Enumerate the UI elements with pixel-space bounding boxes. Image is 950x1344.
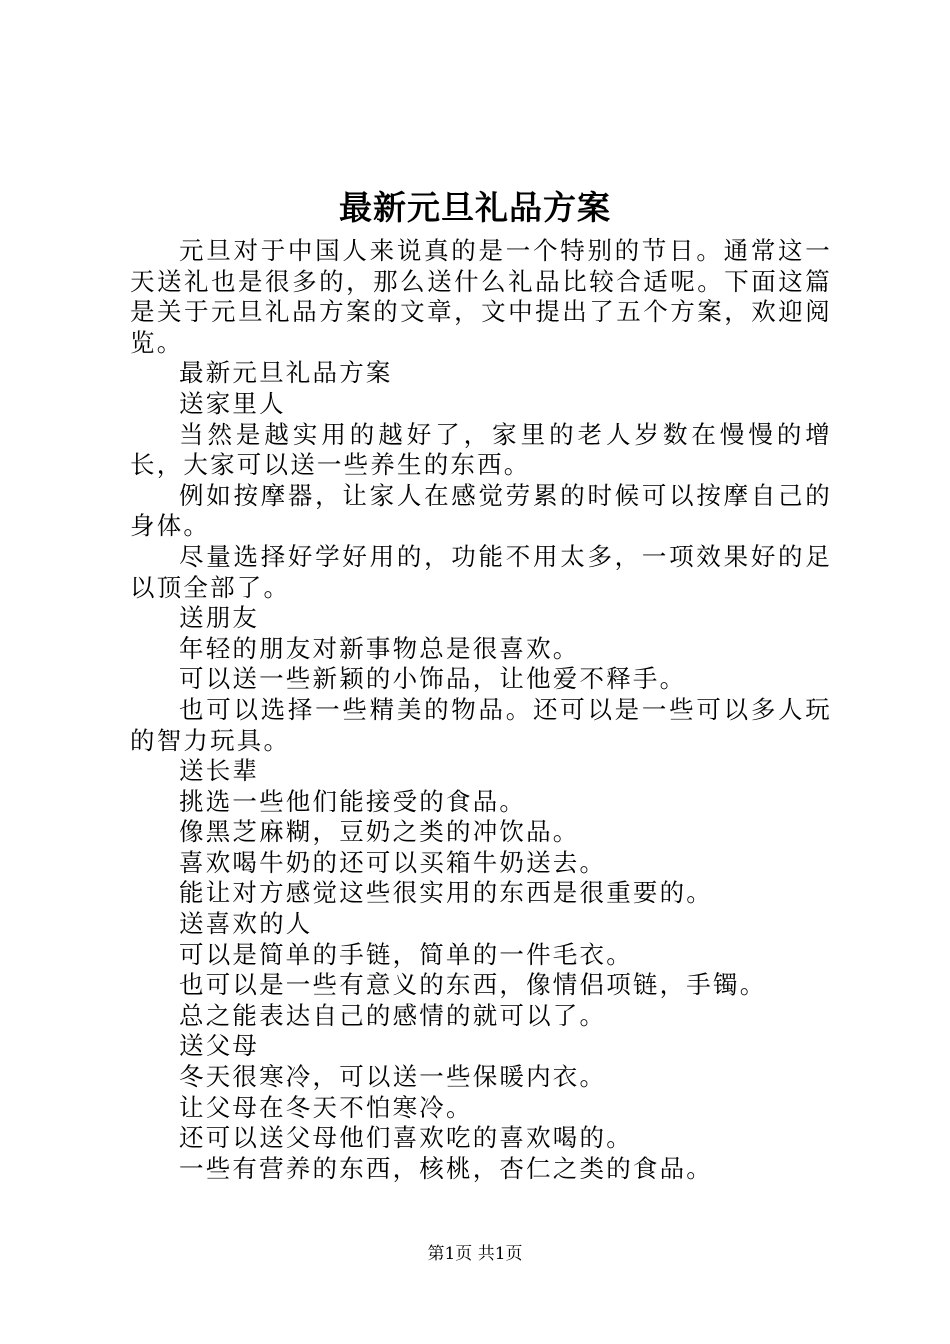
paragraph: 还可以送父母他们喜欢吃的喜欢喝的。 — [179, 1123, 633, 1153]
section-heading-family: 送家里人 — [179, 388, 286, 418]
section-heading-elders: 送长辈 — [179, 756, 260, 786]
paragraph: 总之能表达自己的感情的就可以了。 — [179, 1000, 607, 1030]
section-heading-friends: 送朋友 — [179, 603, 260, 633]
paragraph: 也可以选择一些精美的物品。还可以是一些可以多人玩的智力玩具。 — [130, 694, 832, 755]
document-body — [130, 236, 832, 1184]
paragraph: 尽量选择好学好用的，功能不用太多，一项效果好的足以顶全部了。 — [130, 541, 832, 602]
paragraph-intro: 元旦对于中国人来说真的是一个特别的节日。通常这一天送礼也是很多的，那么送什么礼品比较合适呢。下面这篇是关于元旦礼品方案的文章，文中提出了五个方案，欢迎阅览。 — [130, 236, 832, 357]
paragraph: 年轻的朋友对新事物总是很喜欢。 — [179, 633, 580, 663]
paragraph: 像黑芝麻糊，豆奶之类的冲饮品。 — [179, 817, 580, 847]
paragraph: 让父母在冬天不怕寒冷。 — [179, 1092, 473, 1122]
paragraph: 喜欢喝牛奶的还可以买箱牛奶送去。 — [179, 847, 607, 877]
section-heading-parents: 送父母 — [179, 1031, 260, 1061]
paragraph-subtitle: 最新元旦礼品方案 — [179, 358, 393, 388]
paragraph: 例如按摩器，让家人在感觉劳累的时候可以按摩自己的身体。 — [130, 480, 832, 541]
paragraph: 可以送一些新颖的小饰品，让他爱不释手。 — [179, 664, 687, 694]
document-title: 最新元旦礼品方案 — [339, 188, 611, 227]
paragraph: 可以是简单的手链，简单的一件毛衣。 — [179, 939, 633, 969]
section-heading-loved-one: 送喜欢的人 — [179, 909, 313, 939]
page-footer: 第1页 共1页 — [427, 1244, 523, 1264]
paragraph: 冬天很寒冷，可以送一些保暖内衣。 — [179, 1062, 607, 1092]
paragraph: 也可以是一些有意义的东西，像情侣项链，手镯。 — [179, 970, 767, 1000]
paragraph: 一些有营养的东西，核桃，杏仁之类的食品。 — [179, 1153, 713, 1183]
paragraph: 能让对方感觉这些很实用的东西是很重要的。 — [179, 878, 713, 908]
paragraph: 当然是越实用的越好了，家里的老人岁数在慢慢的增长，大家可以送一些养生的东西。 — [130, 419, 832, 480]
paragraph: 挑选一些他们能接受的食品。 — [179, 786, 527, 816]
